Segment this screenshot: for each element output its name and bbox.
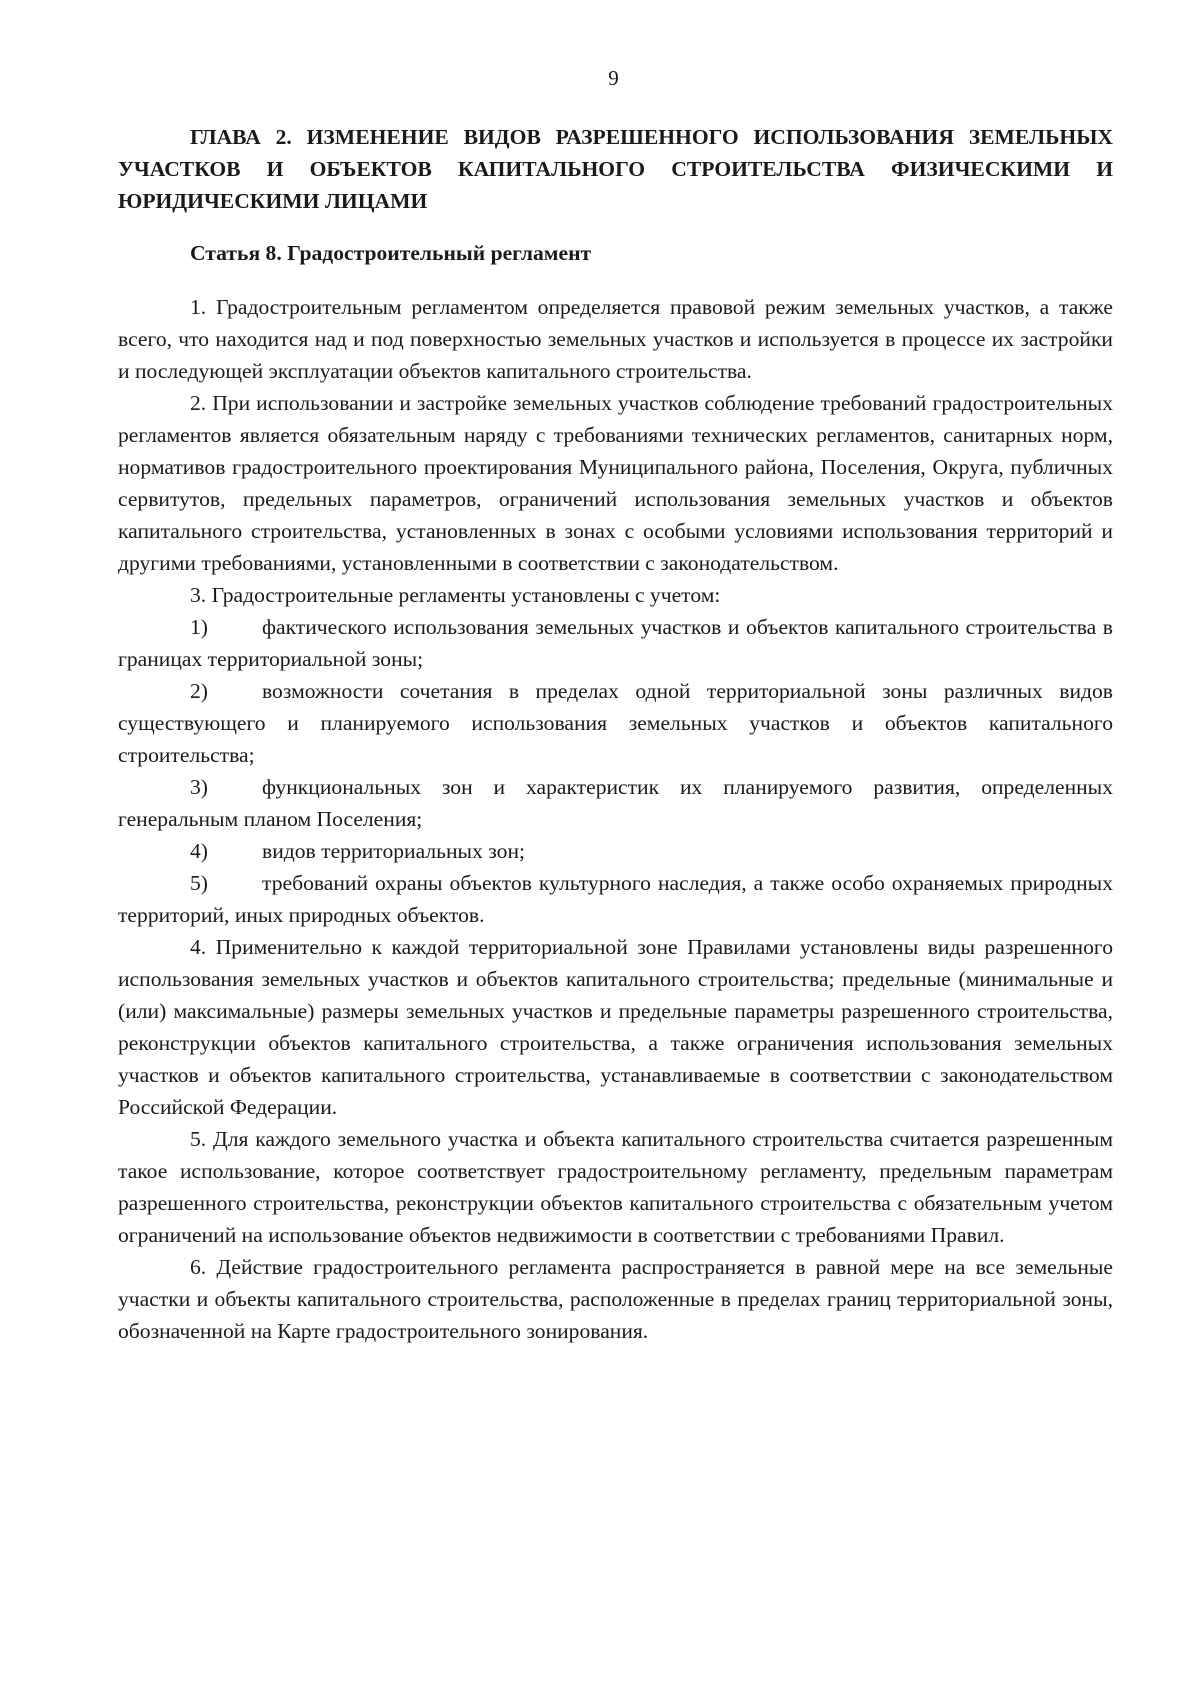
paragraph-4: 4. Применительно к каждой территориальной зоне Правилами установлены виды разрешенного использования земельных участков и объектов капитального строительства; предельные (минимальные и (или) максимальные) размеры земельных участков и предельные параметры разрешенного строительства, реконструкции объектов капитального строительства, а также ограничения использования земельных участков и объектов капитального строительства, устанавливаемые в соответствии с законодательством Российской Федерации. — [118, 935, 1113, 1119]
list-item — [118, 611, 1113, 675]
list-item — [118, 867, 1113, 931]
list-item-number: 5) — [190, 871, 208, 895]
list-item-text: фактического использования земельных участков и объектов капитального строительства в границах территориальной зоны; — [118, 615, 1113, 671]
paragraph-2: 2. При использовании и застройке земельных участков соблюдение требований градостроительных регламентов является обязательным наряду с требованиями технических регламентов, санитарных норм, нормативов градостроительного проектирования Муниципального района, Поселения, Округа, публичных сервитутов, предельных параметров, ограничений использования земельных участков и объектов капитального строительства, установленных в зонах с особыми условиями использования территорий и другими требованиями, установленными в соответствии с законодательством. — [118, 391, 1113, 575]
chapter-heading: ГЛАВА 2. ИЗМЕНЕНИЕ ВИДОВ РАЗРЕШЕННОГО ИСПОЛЬЗОВАНИЯ ЗЕМЕЛЬНЫХ УЧАСТКОВ И ОБЪЕКТОВ КАПИТАЛЬНОГО СТРОИТЕЛЬСТВА ФИЗИЧЕСКИМИ И ЮРИДИЧЕСКИМИ ЛИЦАМИ — [118, 125, 1113, 213]
paragraph-6: 6. Действие градостроительного регламента распространяется в равной мере на все земельные участки и объекты капитального строительства, расположенные в пределах границ территориальной зоны, обозначенной на Карте градостроительного зонирования. — [118, 1255, 1113, 1343]
paragraph-1: 1. Градостроительным регламентом определяется правовой режим земельных участков, а также всего, что находится над и под поверхностью земельных участков и используется в процессе их застройки и последующей эксплуатации объектов капитального строительства. — [118, 295, 1113, 383]
list-item-number: 3) — [190, 775, 208, 799]
list-item — [118, 675, 1113, 771]
list-item — [118, 835, 1113, 867]
paragraph-5: 5. Для каждого земельного участка и объекта капитального строительства считается разрешенным такое использование, которое соответствует градостроительному регламенту, предельным параметрам разрешенного строительства, реконструкции объектов капитального строительства с обязательным учетом ограничений на использование объектов недвижимости в соответствии с требованиями Правил. — [118, 1127, 1113, 1247]
list-item-text: требований охраны объектов культурного наследия, а также особо охраняемых природных территорий, иных природных объектов. — [118, 871, 1113, 927]
page-number: 9 — [608, 66, 619, 90]
list-item-text: видов территориальных зон; — [262, 839, 526, 863]
page-content — [118, 121, 1113, 1347]
paragraph-3: 3. Градостроительные регламенты установлены с учетом: — [190, 583, 721, 607]
list-item-number: 2) — [190, 679, 208, 703]
list-item-text: возможности сочетания в пределах одной территориальной зоны различных видов существующего и планируемого использования земельных участков и объектов капитального строительства; — [118, 679, 1113, 767]
list-item — [118, 771, 1113, 835]
list-item-number: 1) — [190, 615, 208, 639]
article-title: Статья 8. Градостроительный регламент — [190, 241, 592, 265]
list-item-text: функциональных зон и характеристик их планируемого развития, определенных генеральным планом Поселения; — [118, 775, 1113, 831]
list-item-number: 4) — [190, 839, 208, 863]
